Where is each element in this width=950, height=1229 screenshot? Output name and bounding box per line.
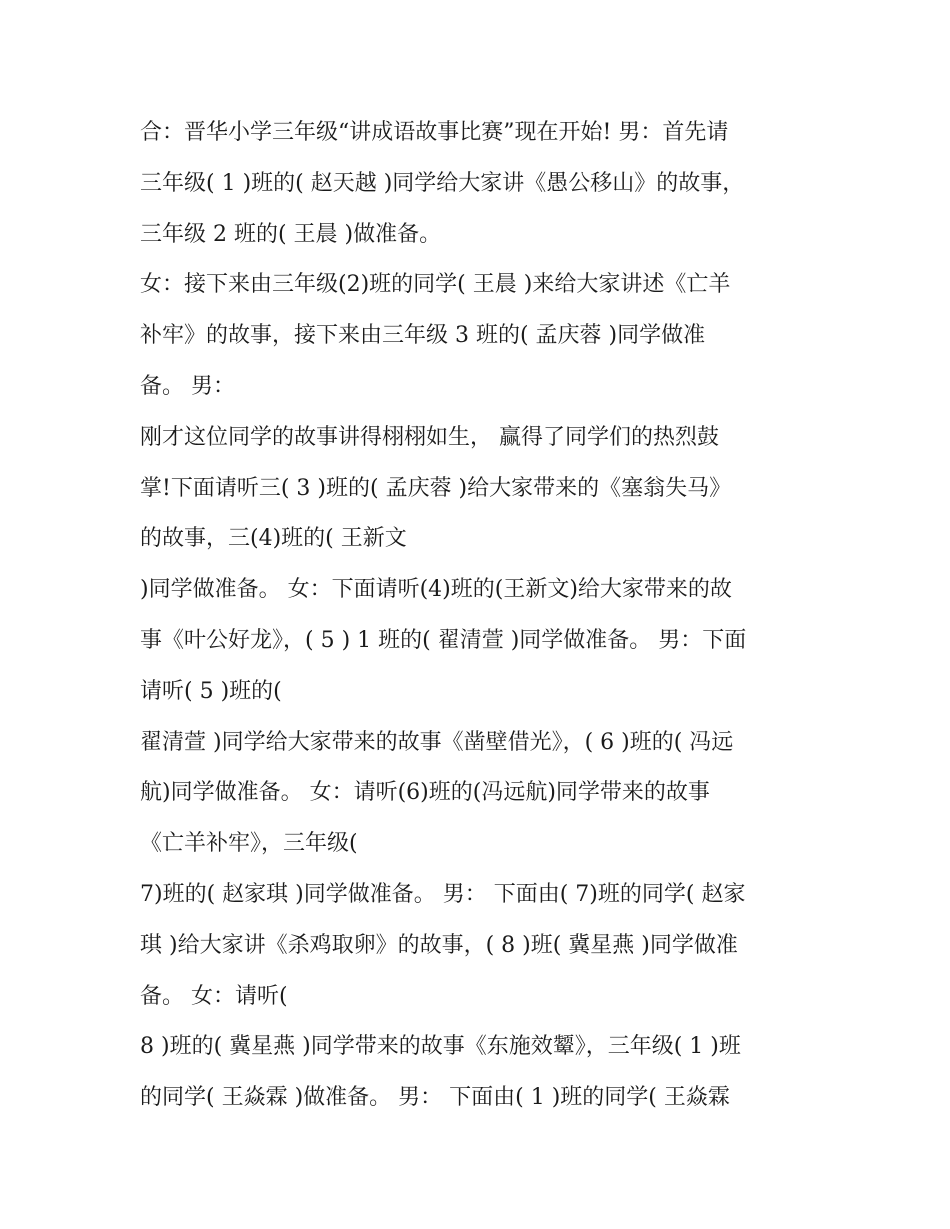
text-line: 三年级 2 班的( 王晨 )做准备。	[140, 221, 442, 247]
text-line: 琪 )给大家讲《杀鸡取卵》的故事，( 8 )班( 冀星燕 )同学做准	[140, 932, 738, 958]
text-line: )同学做准备。 女：下面请听(4)班的(王新文)给大家带来的故	[140, 577, 732, 603]
text-line: 的同学( 王焱霖 )做准备。 男： 下面由( 1 )班的同学( 王焱霖	[140, 1085, 730, 1111]
text-line: 刚才这位同学的故事讲得栩栩如生， 赢得了同学们的热烈鼓	[140, 424, 719, 450]
text-line: 请听( 5 )班的(	[140, 678, 282, 704]
text-line: 7)班的( 赵家琪 )同学做准备。 男： 下面由( 7)班的同学( 赵家	[140, 881, 746, 907]
text-line: 女：接下来由三年级(2)班的同学( 王晨 )来给大家讲述《亡羊	[140, 272, 731, 298]
text-line: 掌!下面请听三( 3 )班的( 孟庆蓉 )给大家带来的《塞翁失马》	[140, 475, 732, 501]
text-line: 备。 女：请听(	[140, 983, 288, 1009]
text-line: 翟清萱 )同学给大家带来的故事《凿壁借光》，( 6 )班的( 冯远	[140, 729, 734, 755]
document-body	[140, 108, 820, 1124]
text-line: 补牢》的故事，接下来由三年级 3 班的( 孟庆蓉 )同学做准	[140, 323, 706, 349]
text-line: 三年级( 1 )班的( 赵天越 )同学给大家讲《愚公移山》的故事，	[140, 170, 745, 196]
text-line: 的故事，三(4)班的( 王新文	[140, 526, 407, 552]
text-line: 事《叶公好龙》，( 5 ) 1 班的( 翟清萱 )同学做准备。 男：下面	[140, 627, 747, 653]
text-line: 备。 男：	[140, 373, 235, 399]
text-line: 合：晋华小学三年级“讲成语故事比赛”现在开始! 男：首先请	[140, 120, 729, 145]
text-line: 8 )班的( 冀星燕 )同学带来的故事《东施效颦》，三年级( 1 )班	[140, 1034, 741, 1060]
text-line: 航)同学做准备。 女：请听(6)班的(冯远航)同学带来的故事	[140, 780, 710, 806]
text-line: 《亡羊补牢》，三年级(	[140, 831, 358, 857]
